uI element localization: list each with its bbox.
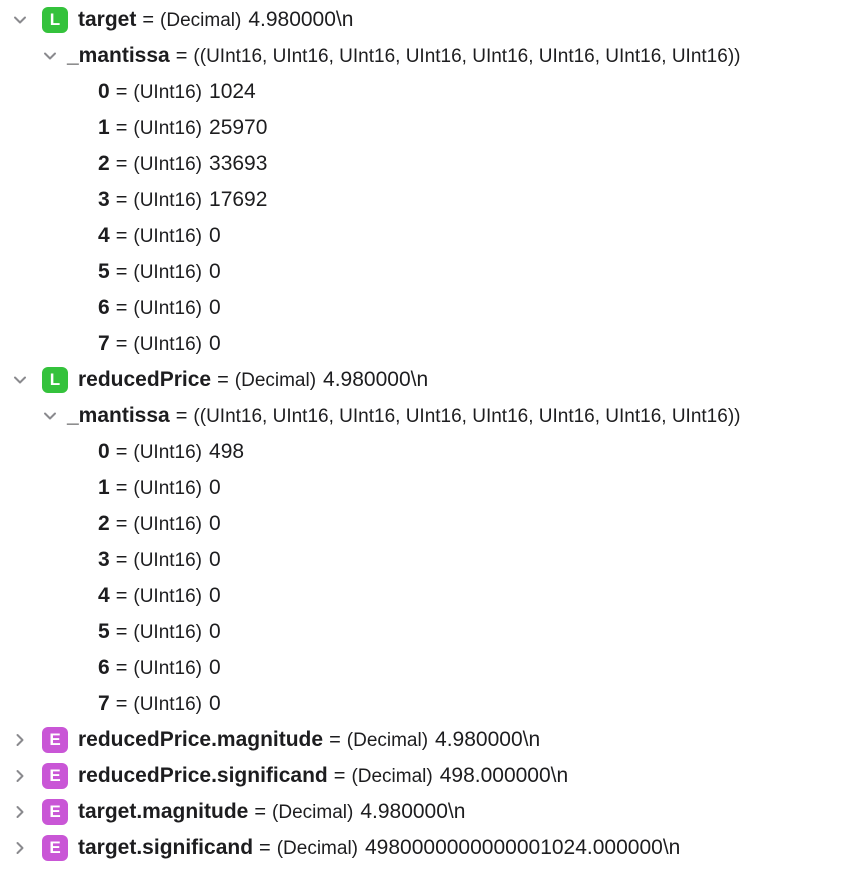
equals-sign: = <box>115 188 128 211</box>
variable-content <box>78 758 568 795</box>
variable-content <box>78 722 540 759</box>
mantissa-element-row[interactable] <box>0 146 846 182</box>
equals-sign: = <box>115 656 128 679</box>
variable-type: (UInt16) <box>133 153 203 175</box>
variable-type: (UInt16) <box>133 225 203 247</box>
equals-sign: = <box>115 440 128 463</box>
variable-value: 0 <box>209 223 221 247</box>
mantissa-element-row[interactable] <box>0 74 846 110</box>
mantissa-element-row[interactable] <box>0 290 846 326</box>
variable-name: target.magnitude <box>78 799 249 823</box>
variable-value: 0 <box>209 259 221 283</box>
equals-sign: = <box>115 692 128 715</box>
chevron-down-icon[interactable] <box>11 11 29 29</box>
variable-content <box>67 38 740 75</box>
equals-sign: = <box>259 836 271 859</box>
child-variable-row[interactable] <box>0 38 846 74</box>
variable-content <box>78 830 680 867</box>
equals-sign: = <box>115 620 128 643</box>
element-index: 6 <box>98 655 110 679</box>
variable-content <box>98 614 221 651</box>
chevron-down-icon[interactable] <box>41 47 59 65</box>
variable-type: (UInt16) <box>133 621 203 643</box>
variable-value: 0 <box>209 619 221 643</box>
variable-content <box>98 542 221 579</box>
expression-row[interactable] <box>0 830 846 866</box>
expression-row[interactable] <box>0 794 846 830</box>
variable-type: (UInt16) <box>133 81 203 103</box>
expression-row[interactable] <box>0 722 846 758</box>
variable-content <box>98 290 221 327</box>
mantissa-element-row[interactable] <box>0 578 846 614</box>
equals-sign: = <box>115 296 128 319</box>
equals-sign: = <box>175 404 188 427</box>
mantissa-element-row[interactable] <box>0 506 846 542</box>
variable-content <box>98 578 221 615</box>
local-variable-badge-icon: L <box>42 7 68 33</box>
element-index: 7 <box>98 331 110 355</box>
variable-value: 25970 <box>209 115 268 139</box>
chevron-down-icon[interactable] <box>41 407 59 425</box>
variable-type: (UInt16) <box>133 513 203 535</box>
child-variable-name: _mantissa <box>67 403 170 427</box>
local-variable-row[interactable] <box>0 362 846 398</box>
element-index: 3 <box>98 547 110 571</box>
element-index: 7 <box>98 691 110 715</box>
equals-sign: = <box>115 332 128 355</box>
variable-name: reducedPrice.magnitude <box>78 727 324 751</box>
variable-type: (UInt16) <box>133 297 203 319</box>
variable-name: target <box>78 7 137 31</box>
mantissa-element-row[interactable] <box>0 470 846 506</box>
chevron-right-icon[interactable] <box>11 731 29 749</box>
variable-content <box>98 254 221 291</box>
variable-value: 0 <box>209 331 221 355</box>
variable-content <box>98 434 244 471</box>
variable-type: (UInt16) <box>133 549 203 571</box>
variable-name: target.significand <box>78 835 254 859</box>
equals-sign: = <box>175 44 188 67</box>
element-index: 5 <box>98 259 110 283</box>
variable-value: 4.980000\n <box>360 799 466 823</box>
expression-badge-icon: E <box>42 727 68 753</box>
expression-row[interactable] <box>0 758 846 794</box>
equals-sign: = <box>333 764 346 787</box>
variable-content <box>98 218 221 255</box>
variable-value: 0 <box>209 295 221 319</box>
variable-value: 4.980000\n <box>248 7 354 31</box>
expression-badge-icon: E <box>42 799 68 825</box>
element-index: 3 <box>98 187 110 211</box>
element-index: 5 <box>98 619 110 643</box>
variable-type: (UInt16) <box>133 189 203 211</box>
child-variable-name: _mantissa <box>67 43 170 67</box>
equals-sign: = <box>142 8 155 31</box>
variable-content <box>98 506 221 543</box>
element-index: 4 <box>98 583 110 607</box>
local-variable-badge-icon: L <box>42 367 68 393</box>
element-index: 0 <box>98 79 110 103</box>
element-index: 2 <box>98 151 110 175</box>
variable-content <box>98 182 267 219</box>
chevron-right-icon[interactable] <box>11 767 29 785</box>
mantissa-element-row[interactable] <box>0 614 846 650</box>
equals-sign: = <box>329 728 341 751</box>
variable-value: 33693 <box>209 151 268 175</box>
equals-sign: = <box>115 476 128 499</box>
element-index: 0 <box>98 439 110 463</box>
variable-value: 4.980000\n <box>323 367 429 391</box>
variable-value: 0 <box>209 547 221 571</box>
element-index: 6 <box>98 295 110 319</box>
variable-value: 0 <box>209 691 221 715</box>
variable-content <box>78 362 428 399</box>
equals-sign: = <box>217 368 229 391</box>
variable-content <box>98 326 221 363</box>
variable-value: 0 <box>209 511 221 535</box>
variable-content <box>78 794 465 831</box>
variable-type: (Decimal) <box>346 729 429 751</box>
variable-type: ((UInt16, UInt16, UInt16, UInt16, UInt16, UInt16, UInt16, UInt16)) <box>193 45 741 67</box>
variable-content <box>98 146 267 183</box>
variable-value: 498.000000\n <box>439 763 569 787</box>
equals-sign: = <box>115 548 128 571</box>
variable-value: 17692 <box>209 187 268 211</box>
mantissa-element-row[interactable] <box>0 326 846 362</box>
element-index: 1 <box>98 475 110 499</box>
equals-sign: = <box>115 152 128 175</box>
element-index: 1 <box>98 115 110 139</box>
variable-value: 0 <box>209 583 221 607</box>
variable-content <box>98 470 221 507</box>
variable-value: 4.980000\n <box>435 727 541 751</box>
variable-content <box>98 74 256 111</box>
mantissa-element-row[interactable] <box>0 182 846 218</box>
chevron-down-icon[interactable] <box>11 371 29 389</box>
equals-sign: = <box>115 260 128 283</box>
mantissa-element-row[interactable] <box>0 218 846 254</box>
variable-name: reducedPrice <box>78 367 212 391</box>
mantissa-element-row[interactable] <box>0 110 846 146</box>
equals-sign: = <box>254 800 267 823</box>
expression-badge-icon: E <box>42 835 68 861</box>
equals-sign: = <box>115 584 128 607</box>
expression-badge-icon: E <box>42 763 68 789</box>
variable-content <box>98 686 221 723</box>
variable-type: (UInt16) <box>133 585 203 607</box>
mantissa-element-row[interactable] <box>0 254 846 290</box>
variable-content <box>98 650 221 687</box>
variable-content <box>78 2 353 39</box>
variable-content <box>98 110 267 147</box>
variable-type: (UInt16) <box>133 657 203 679</box>
variable-value: 1024 <box>209 79 256 103</box>
variable-type: (UInt16) <box>133 261 203 283</box>
variable-value: 0 <box>209 655 221 679</box>
mantissa-element-row[interactable] <box>0 542 846 578</box>
variable-name: reducedPrice.significand <box>78 763 328 787</box>
local-variable-row[interactable] <box>0 2 846 38</box>
variable-type: (Decimal) <box>272 801 354 823</box>
variable-type: (UInt16) <box>133 477 203 499</box>
variable-type: (Decimal) <box>351 765 433 787</box>
variable-type: (UInt16) <box>133 117 203 139</box>
mantissa-element-row[interactable] <box>0 434 846 470</box>
element-index: 2 <box>98 511 110 535</box>
variable-type: ((UInt16, UInt16, UInt16, UInt16, UInt16, UInt16, UInt16, UInt16)) <box>193 405 741 427</box>
equals-sign: = <box>115 80 128 103</box>
element-index: 4 <box>98 223 110 247</box>
equals-sign: = <box>115 116 128 139</box>
mantissa-element-row[interactable] <box>0 650 846 686</box>
variable-type: (Decimal) <box>234 369 317 391</box>
equals-sign: = <box>115 224 128 247</box>
variable-type: (Decimal) <box>160 9 242 31</box>
chevron-right-icon[interactable] <box>11 839 29 857</box>
mantissa-element-row[interactable] <box>0 686 846 722</box>
variable-value: 0 <box>209 475 221 499</box>
variable-type: (UInt16) <box>133 333 203 355</box>
variable-content <box>67 398 740 435</box>
variable-value: 498 <box>209 439 245 463</box>
variable-type: (Decimal) <box>276 837 358 859</box>
child-variable-row[interactable] <box>0 398 846 434</box>
chevron-right-icon[interactable] <box>11 803 29 821</box>
variable-value: 4980000000000001024.000000\n <box>365 835 681 859</box>
equals-sign: = <box>115 512 128 535</box>
variable-type: (UInt16) <box>133 693 203 715</box>
variable-type: (UInt16) <box>133 441 203 463</box>
